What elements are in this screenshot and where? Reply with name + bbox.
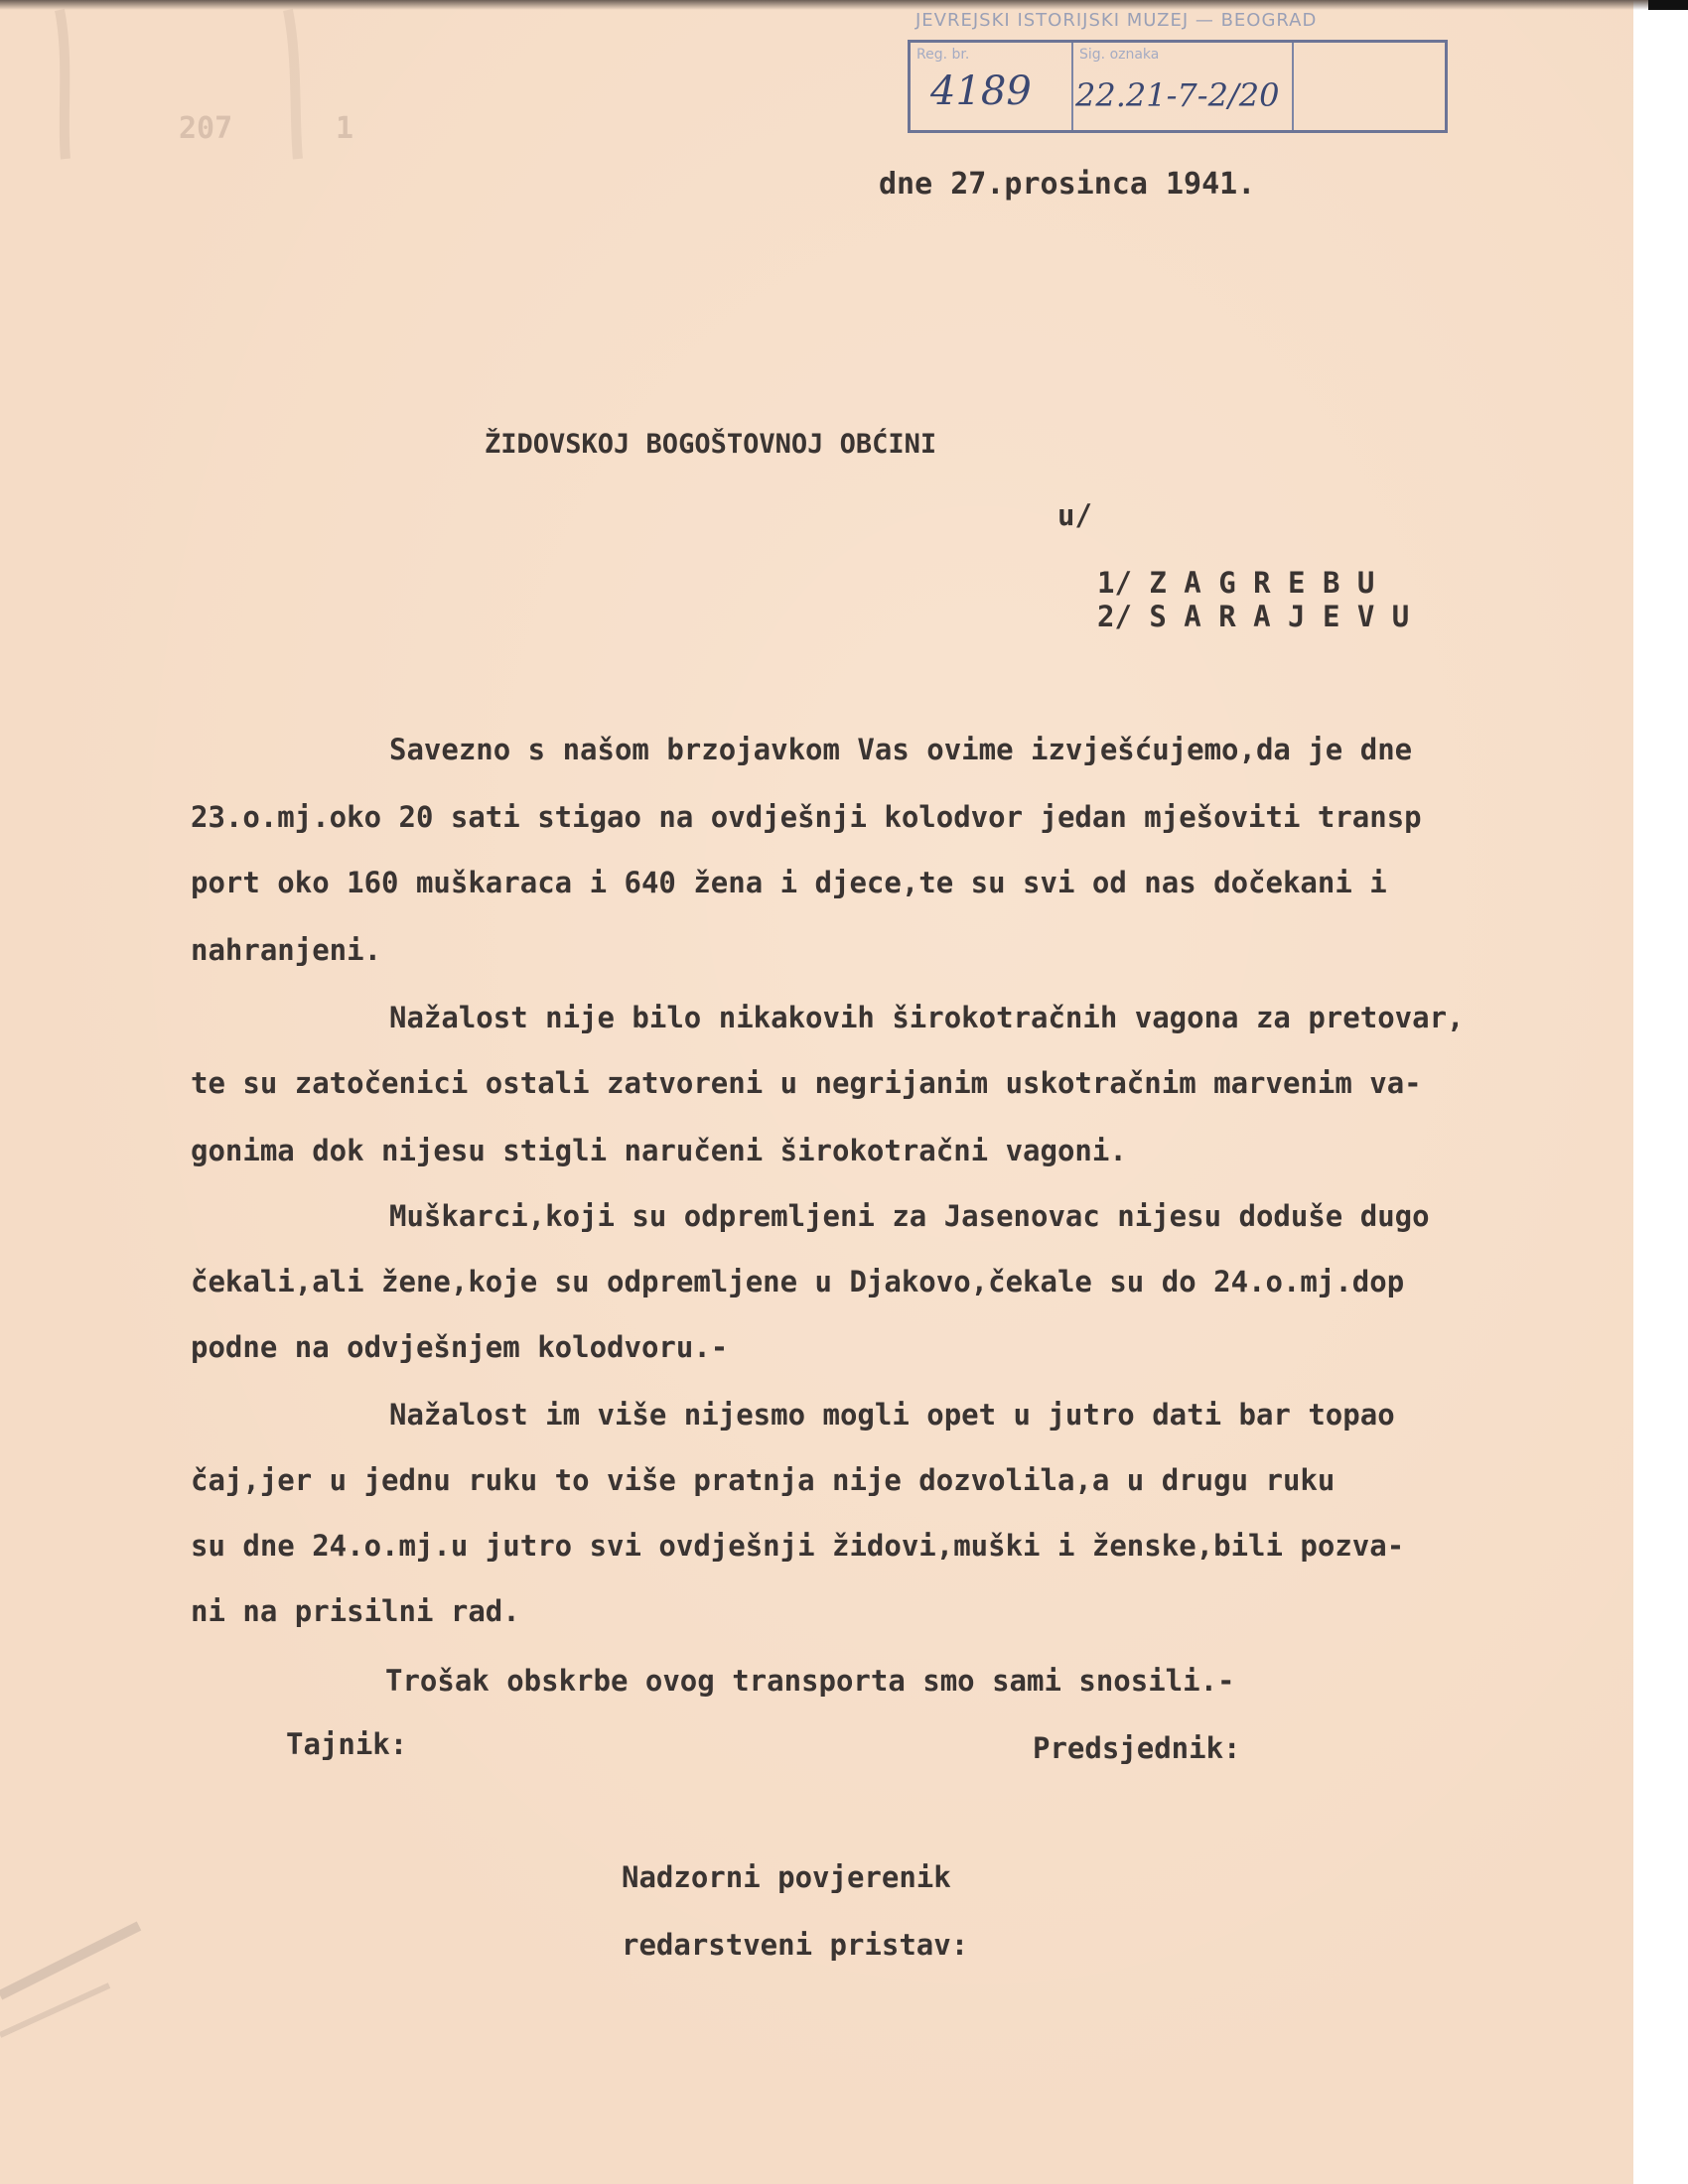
body-line: podne na odvješnjem kolodvoru.- [191,1330,729,1364]
scan-margin [1633,0,1688,2184]
body-line: čaj,jer u jednu ruku to više pratnja nije dozvolila,a u drugu ruku [191,1463,1336,1497]
stamp-divider [1071,43,1073,130]
body-line: Nažalost nije bilo nikakovih širokotračnih vagona za pretovar, [389,1001,1465,1034]
stamp-sig-label: Sig. oznaka [1079,47,1160,63]
stamp-signature-code: 22.21-7-2/20 [1075,76,1280,114]
stamp-reg-label: Reg. br. [916,47,970,63]
letter-date: dne 27.prosinca 1941. [879,167,1256,202]
archive-mark-left: 207 [179,111,233,146]
body-line: gonima dok nijesu stigli naručeni širokotračni vagoni. [191,1134,1127,1167]
stamp-reg-number: 4189 [930,68,1032,114]
body-line: 23.o.mj.oko 20 sati stigao na ovdješnji kolodvor jedan mješoviti transp [191,800,1422,834]
signature-commissioner-role: redarstveni pristav: [622,1928,969,1962]
archive-stamp [908,40,1448,133]
stamp-divider [1292,43,1294,130]
signature-commissioner-title: Nadzorni povjerenik [622,1860,951,1894]
body-line: te su zatočenici ostali zatvoreni u negrijanim uskotračnim marvenim va- [191,1066,1422,1100]
archive-stamp-institution: JEVREJSKI ISTORIJSKI MUZEJ — BEOGRAD [915,10,1318,31]
scan-corner-mark [1648,0,1688,10]
body-line: nahranjeni. [191,933,382,967]
recipient-line: ŽIDOVSKOJ BOGOŠTOVNOJ OBĆINI [485,429,937,460]
recipient-preposition: u/ [1057,498,1092,532]
city-zagreb: 1/ Z A G R E B U [1097,566,1375,600]
body-line: Nažalost im više nijesmo mogli opet u jutro dati bar topao [389,1398,1395,1432]
body-line: port oko 160 muškaraca i 640 žena i djece,te su svi od nas dočekani i [191,866,1387,899]
body-line: Savezno s našom brzojavkom Vas ovime izvješćujemo,da je dne [389,733,1413,766]
city-sarajevo: 2/ S A R A J E V U [1097,600,1410,633]
body-line: čekali,ali žene,koje su odpremljene u Djakovo,čekale su do 24.o.mj.dop [191,1265,1405,1298]
body-line: Trošak obskrbe ovog transporta smo sami snosili.- [385,1664,1235,1698]
signature-secretary: Tajnik: [286,1727,408,1761]
body-line: ni na prisilni rad. [191,1594,520,1628]
body-line: Muškarci,koji su odpremljeni za Jasenovac nijesu doduše dugo [389,1199,1430,1233]
signature-president: Predsjednik: [1033,1731,1241,1765]
archive-mark-right: 1 [336,111,354,146]
body-line: su dne 24.o.mj.u jutro svi ovdješnji židovi,muški i ženske,bili pozva- [191,1529,1405,1563]
